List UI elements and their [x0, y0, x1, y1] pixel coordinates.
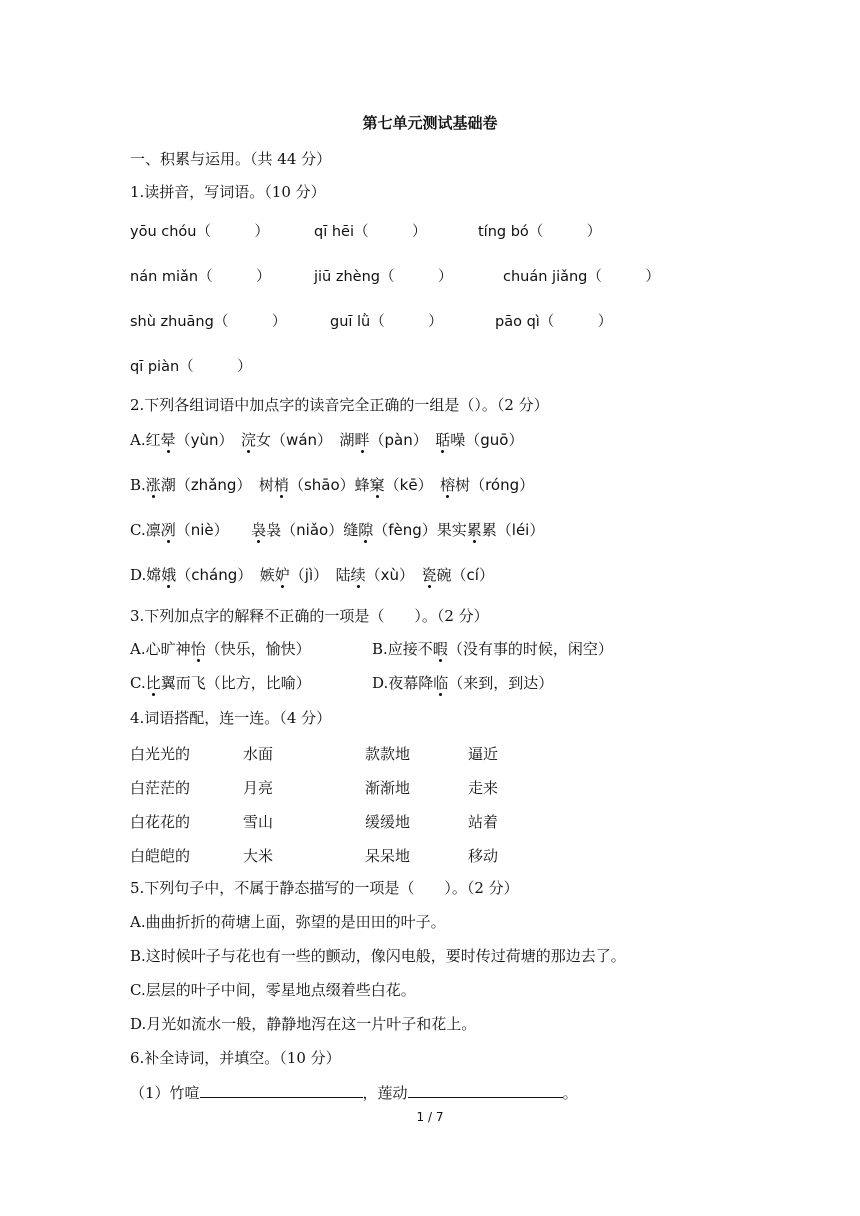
q6-stem: 6.补全诗词，并填空。（10 分） — [130, 1049, 341, 1067]
match-col1-item: 白光光的 — [130, 745, 191, 763]
match-col3-item: 呆呆地 — [365, 847, 411, 865]
q3-option-a: A.心旷神怡（快乐，愉快） — [130, 640, 311, 658]
pinyin-item: jiū zhèng（ ） — [314, 269, 453, 285]
pinyin-item: pāo qì（ ） — [495, 314, 613, 330]
page-number: 1 / 7 — [416, 1110, 444, 1124]
q1-stem: 1.读拼音，写词语。（10 分） — [130, 183, 326, 201]
match-col4-item: 站着 — [468, 813, 499, 831]
match-col1-item: 白花花的 — [130, 813, 191, 831]
pinyin-item: guī lǜ（ ） — [330, 314, 443, 330]
q4-stem: 4.词语搭配，连一连。（4 分） — [130, 709, 332, 727]
q5-option-d: D.月光如流水一般，静静地泻在这一片叶子和花上。 — [130, 1015, 477, 1033]
pinyin-item: qī hēi（ ） — [314, 224, 427, 240]
match-col1-item: 白茫茫的 — [130, 779, 191, 797]
pinyin-item: nán miǎn（ ） — [130, 269, 271, 285]
q2-option-a: A.红晕（yùn） 浣女（wán） 湖畔（pàn） 聒噪（guō） — [130, 431, 524, 449]
q3-stem: 3.下列加点字的解释不正确的一项是（ ）。（2 分） — [130, 607, 489, 625]
q5-option-b: B.这时候叶子与花也有一些的颤动，像闪电般，要时传过荷塘的那边去了。 — [130, 947, 626, 965]
match-col3-item: 渐渐地 — [365, 779, 411, 797]
q2-option-d: D.嫦娥（cháng） 嫉妒（jì） 陆续（xù） 瓷碗（cí） — [130, 566, 494, 584]
match-col4-item: 逼近 — [468, 745, 499, 763]
q2-option-c: C.凛冽（niè） 袅袅（niǎo）缝隙（fèng）果实累累（léi） — [130, 521, 545, 539]
q6-line-1: （1）竹喧 ，莲动 。 — [130, 1084, 578, 1102]
page-title: 第七单元测试基础卷 — [362, 114, 498, 132]
pinyin-item: tíng bó（ ） — [478, 224, 602, 240]
match-col1-item: 白皑皑的 — [130, 847, 191, 865]
q5-option-c: C.层层的叶子中间，零星地点缀着些白花。 — [130, 981, 416, 999]
match-col4-item: 走来 — [468, 779, 499, 797]
q2-option-b: B.涨潮（zhǎng） 树梢（shāo）蜂窠（kē） 榕树（róng） — [130, 476, 535, 494]
match-col2-item: 月亮 — [243, 779, 274, 797]
match-col3-item: 缓缓地 — [365, 813, 411, 831]
section-heading: 一、积累与运用。（共 44 分） — [130, 150, 332, 168]
pinyin-item: chuán jiǎng（ ） — [503, 269, 660, 285]
q2-stem: 2.下列各组词语中加点字的读音完全正确的一组是（）。（2 分） — [130, 396, 549, 414]
match-col3-item: 款款地 — [365, 745, 411, 763]
answer-blank[interactable] — [408, 1083, 563, 1098]
q5-stem: 5.下列句子中，不属于静态描写的一项是（ ）。（2 分） — [130, 879, 519, 897]
answer-blank[interactable] — [200, 1083, 363, 1098]
q5-option-a: A.曲曲折折的荷塘上面，弥望的是田田的叶子。 — [130, 913, 446, 931]
q3-option-c: C.比翼而飞（比方，比喻） — [130, 674, 311, 692]
pinyin-item: shù zhuāng（ ） — [130, 314, 287, 330]
match-col2-item: 大米 — [243, 847, 274, 865]
match-col4-item: 移动 — [468, 847, 499, 865]
match-col2-item: 雪山 — [243, 813, 274, 831]
pinyin-item: yōu chóu（ ） — [130, 224, 269, 240]
q3-option-d: D.夜幕降临（来到，到达） — [372, 674, 554, 692]
pinyin-item: qī piàn（ ） — [130, 359, 252, 375]
q3-option-b: B.应接不暇（没有事的时候，闲空） — [372, 640, 613, 658]
match-col2-item: 水面 — [243, 745, 274, 763]
